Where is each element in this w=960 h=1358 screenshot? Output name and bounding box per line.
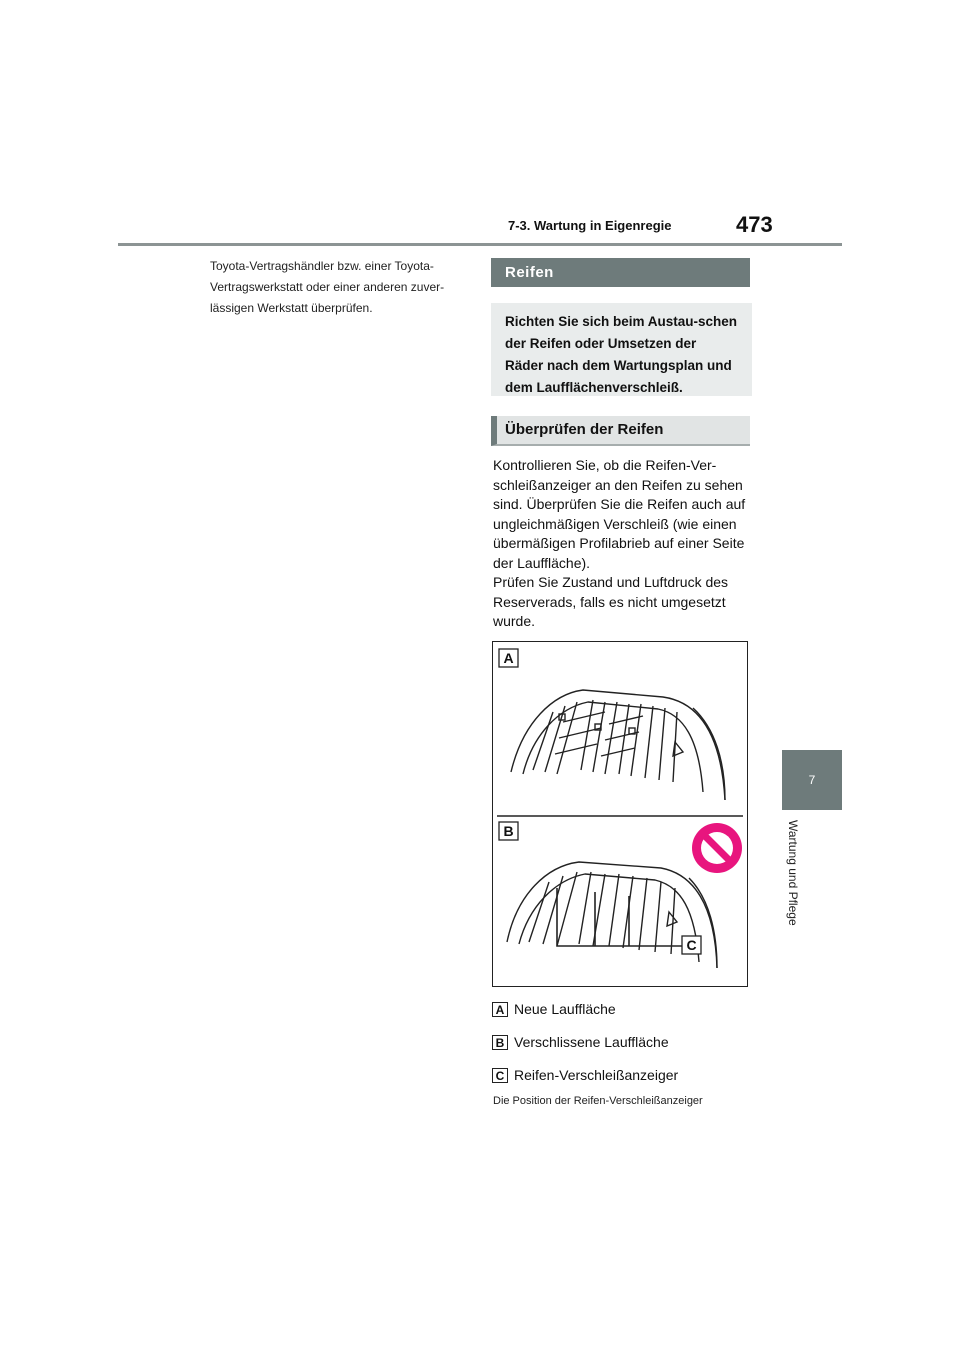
check-paragraph-1: Kontrollieren Sie, ob die Reifen-Ver-schleißanzeiger an den Reifen zu sehen sind. Überprüfen Sie die Reifen auch auf ungleichmäßigen Verschleiß (wie einen übermäßigen Profilabrieb auf einer Seite der Lauffläche). — [493, 457, 746, 571]
chapter-number: 7 — [808, 773, 816, 787]
page-number: 473 — [736, 212, 773, 237]
wear-indicator-lines — [557, 888, 683, 946]
section-heading-reifen: Reifen — [491, 258, 750, 287]
chapter-label — [786, 820, 806, 980]
section-title: 7-3. Wartung in Eigenregie — [508, 218, 672, 233]
reifen-intro-box: Richten Sie sich beim Austau-schen der Reifen oder Umsetzen der Räder nach dem Wartungsplan und dem Laufflächenverschleiß. — [491, 303, 752, 396]
tire-figure — [492, 641, 748, 987]
figure-label-b: B — [503, 823, 514, 839]
legend-item-a — [492, 999, 616, 1019]
check-body — [493, 456, 751, 632]
new-tire-icon — [511, 690, 725, 800]
legend-key-b: B — [492, 1035, 508, 1050]
legend-text-c: Reifen-Verschleißanzeiger — [514, 1067, 679, 1083]
legend-key-c: C — [492, 1068, 508, 1083]
legend-key-a: A — [492, 1002, 508, 1017]
chapter-tab[interactable] — [782, 750, 842, 810]
figure-label-c: C — [686, 937, 697, 953]
left-column-text: Toyota-Vertragshändler bzw. einer Toyota-Vertragswerkstatt oder einer anderen zuver-lässigen Werkstatt überprüfen. — [210, 259, 445, 315]
legend-text-a: Neue Lauffläche — [514, 1001, 616, 1017]
check-paragraph-2: Prüfen Sie Zustand und Luftdruck des Reserverads, falls es nicht umgesetzt wurde. — [493, 574, 729, 629]
chapter-label-text: Wartung und Pflege — [786, 820, 800, 926]
figure-caption: Die Position der Reifen-Verschleißanzeiger — [493, 1095, 703, 1107]
header-rule — [118, 243, 842, 246]
legend-item-c — [492, 1065, 678, 1085]
tire-illustration — [493, 642, 747, 986]
figure-label-a: A — [503, 650, 514, 666]
subheading-check-tires: Überprüfen der Reifen — [491, 416, 750, 446]
legend-text-b: Verschlissene Lauffläche — [514, 1034, 669, 1050]
legend-item-b — [492, 1032, 669, 1052]
prohibited-icon — [692, 823, 742, 873]
